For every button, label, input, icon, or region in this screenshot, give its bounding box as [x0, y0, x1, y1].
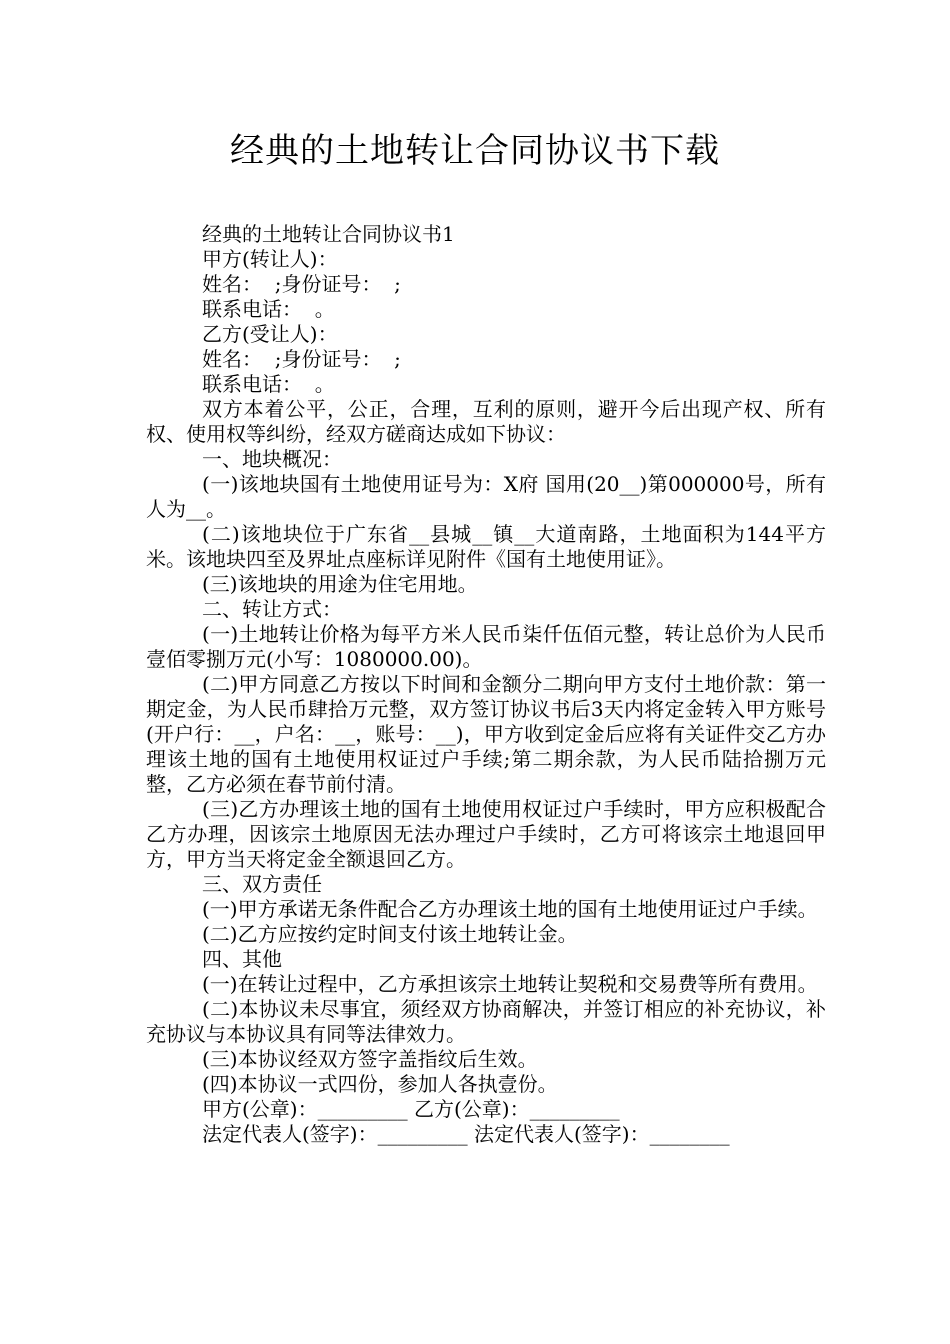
document-title: 经典的土地转让合同协议书下载 — [230, 131, 720, 171]
clause-4-4: (四)本协议一式四份，参加人各执壹份。 — [202, 1072, 558, 1096]
clause-2-3: (三)乙方办理该土地的国有土地使用权证过户手续时，甲方应积极配合乙方办理，因该宗土地原因无法办理过户手续时，乙方可将该宗土地退回甲方，甲方当天将定金全额退回乙方。 — [146, 797, 826, 871]
heading-agreement-number: 经典的土地转让合同协议书1 — [202, 222, 455, 246]
section-heading-3: 三、双方责任 — [202, 872, 322, 896]
section-heading-1: 一、地块概况： — [202, 447, 342, 471]
document-body — [146, 222, 826, 1147]
clause-1-1: (一)该地块国有土地使用证号为：X府 国用(20__)第000000号，所有人为__。 — [146, 472, 826, 521]
clause-2-2: (二)甲方同意乙方按以下时间和金额分二期向甲方支付土地价款：第一期定金，为人民币肆拾万元整，双方签订协议书后3天内将定金转入甲方账号(开户行：__，户名：__，账号：__)，甲方收到定金后应将有关证件交乙方办理该土地的国有土地使用权证过户手续;第二期余款，为人民币陆拾捌万元整，乙方必须在春节前付清。 — [146, 672, 826, 796]
signature-line-seal: 甲方(公章)：_________ 乙方(公章)：_________ — [202, 1097, 620, 1121]
party-b-phone: 联系电话： 。 — [202, 372, 335, 396]
section-heading-4: 四、其他 — [202, 947, 282, 971]
clause-3-1: (一)甲方承诺无条件配合乙方办理该土地的国有土地使用证过户手续。 — [202, 897, 818, 921]
signature-line-representative: 法定代表人(签字)：_________ 法定代表人(签字)：________ — [202, 1122, 730, 1146]
clause-1-2: (二)该地块位于广东省__县城__镇__大道南路，土地面积为144平方米。该地块四至及界址点座标详见附件《国有土地使用证》。 — [146, 522, 826, 571]
preamble-paragraph: 双方本着公平，公正，合理，互利的原则，避开今后出现产权、所有权、使用权等纠纷，经双方磋商达成如下协议： — [146, 397, 826, 446]
clause-2-1: (一)土地转让价格为每平方米人民币柒仟伍佰元整，转让总价为人民币壹佰零捌万元(小写：1080000.00)。 — [146, 622, 826, 671]
clause-4-1: (一)在转让过程中，乙方承担该宗土地转让契税和交易费等所有费用。 — [202, 972, 818, 996]
clause-1-3: (三)该地块的用途为住宅用地。 — [202, 572, 478, 596]
party-a-phone: 联系电话： 。 — [202, 297, 335, 321]
clause-4-3: (三)本协议经双方签字盖指纹后生效。 — [202, 1047, 538, 1071]
party-a-heading: 甲方(转让人)： — [202, 247, 338, 271]
party-b-name-id: 姓名： ;身份证号： ; — [202, 347, 401, 371]
clause-4-2: (二)本协议未尽事宜，须经双方协商解决，并签订相应的补充协议，补充协议与本协议具有同等法律效力。 — [146, 997, 826, 1046]
section-heading-2: 二、转让方式： — [202, 597, 342, 621]
clause-3-2: (二)乙方应按约定时间支付该土地转让金。 — [202, 922, 578, 946]
party-b-heading: 乙方(受让人)： — [202, 322, 338, 346]
party-a-name-id: 姓名： ;身份证号： ; — [202, 272, 401, 296]
